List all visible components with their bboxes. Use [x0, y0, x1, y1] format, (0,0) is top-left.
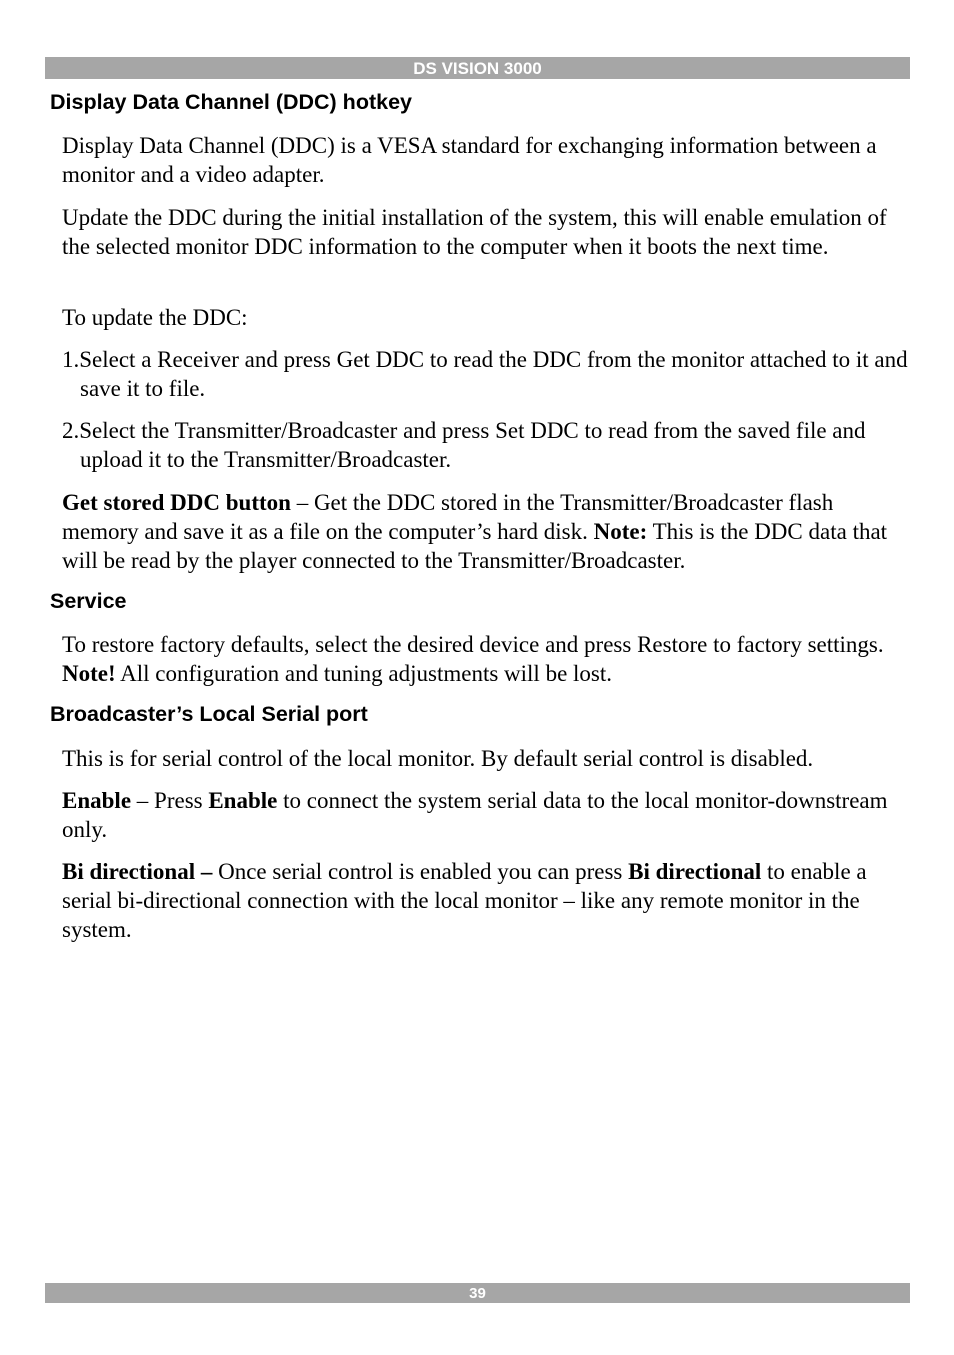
list-item-step-1: 1.Select a Receiver and press Get DDC to read the DDC from the monitor attached to it and save it to file.	[62, 347, 908, 401]
service-note-label: Note!	[62, 660, 116, 686]
heading-local-serial-port: Broadcaster’s Local Serial port	[50, 702, 368, 726]
paragraph-ddc-how-to: To update the DDC:	[62, 305, 248, 330]
get-stored-ddc-label: Get stored DDC button	[62, 490, 291, 515]
paragraph-serial-intro: This is for serial control of the local monitor. By default serial control is disabled.	[62, 746, 814, 771]
header-bar	[45, 57, 910, 79]
bi-directional-text-2: to enable a serial bi-directional connection with the local monitor – like any remote monitor in the system.	[62, 859, 867, 942]
paragraph-bi-directional	[62, 858, 912, 944]
enable-label-inline: Enable	[208, 788, 278, 813]
enable-text-2: to connect the system serial data to the local monitor-downstream only.	[62, 788, 888, 842]
paragraph-ddc-update: Update the DDC during the initial installation of the system, this will enable emulation of the selected monitor DDC information to the computer when it boots the next time.	[62, 205, 887, 259]
paragraph-service	[62, 631, 912, 689]
service-text: To restore factory defaults, select the desired device and press Restore to factory settings.	[62, 632, 884, 657]
heading-service: Service	[50, 589, 127, 613]
footer-bar	[45, 1283, 910, 1303]
note-text: This is the DDC data that will be read by the player connected to the Transmitter/Broadcaster.	[62, 518, 888, 573]
service-note-text: All configuration and tuning adjustments will be lost.	[115, 660, 613, 686]
paragraph-ddc-definition: Display Data Channel (DDC) is a VESA standard for exchanging information between a monitor and a video adapter.	[62, 133, 877, 187]
enable-label: Enable	[62, 788, 132, 813]
document-title: DS VISION 3000	[413, 59, 542, 78]
heading-ddc-hotkey: Display Data Channel (DDC) hotkey	[50, 90, 412, 114]
paragraph-enable	[62, 787, 912, 845]
enable-text-1: – Press	[131, 788, 209, 813]
list-item-step-2: 2.Select the Transmitter/Broadcaster and press Set DDC to read from the saved file and upload it to the Transmitter/Broadcaster.	[62, 418, 866, 472]
bi-directional-text-1: Once serial control is enabled you can press	[212, 859, 629, 884]
page-number: 39	[469, 1285, 486, 1302]
bi-directional-label: Bi directional –	[62, 859, 213, 884]
get-stored-ddc-text: – Get the DDC stored in the Transmitter/Broadcaster flash memory and save it as a file on the computer’s hard disk.	[62, 490, 834, 544]
paragraph-get-stored-ddc	[62, 489, 912, 575]
bi-directional-label-inline: Bi directional	[628, 859, 762, 884]
note-label: Note:	[593, 518, 648, 544]
